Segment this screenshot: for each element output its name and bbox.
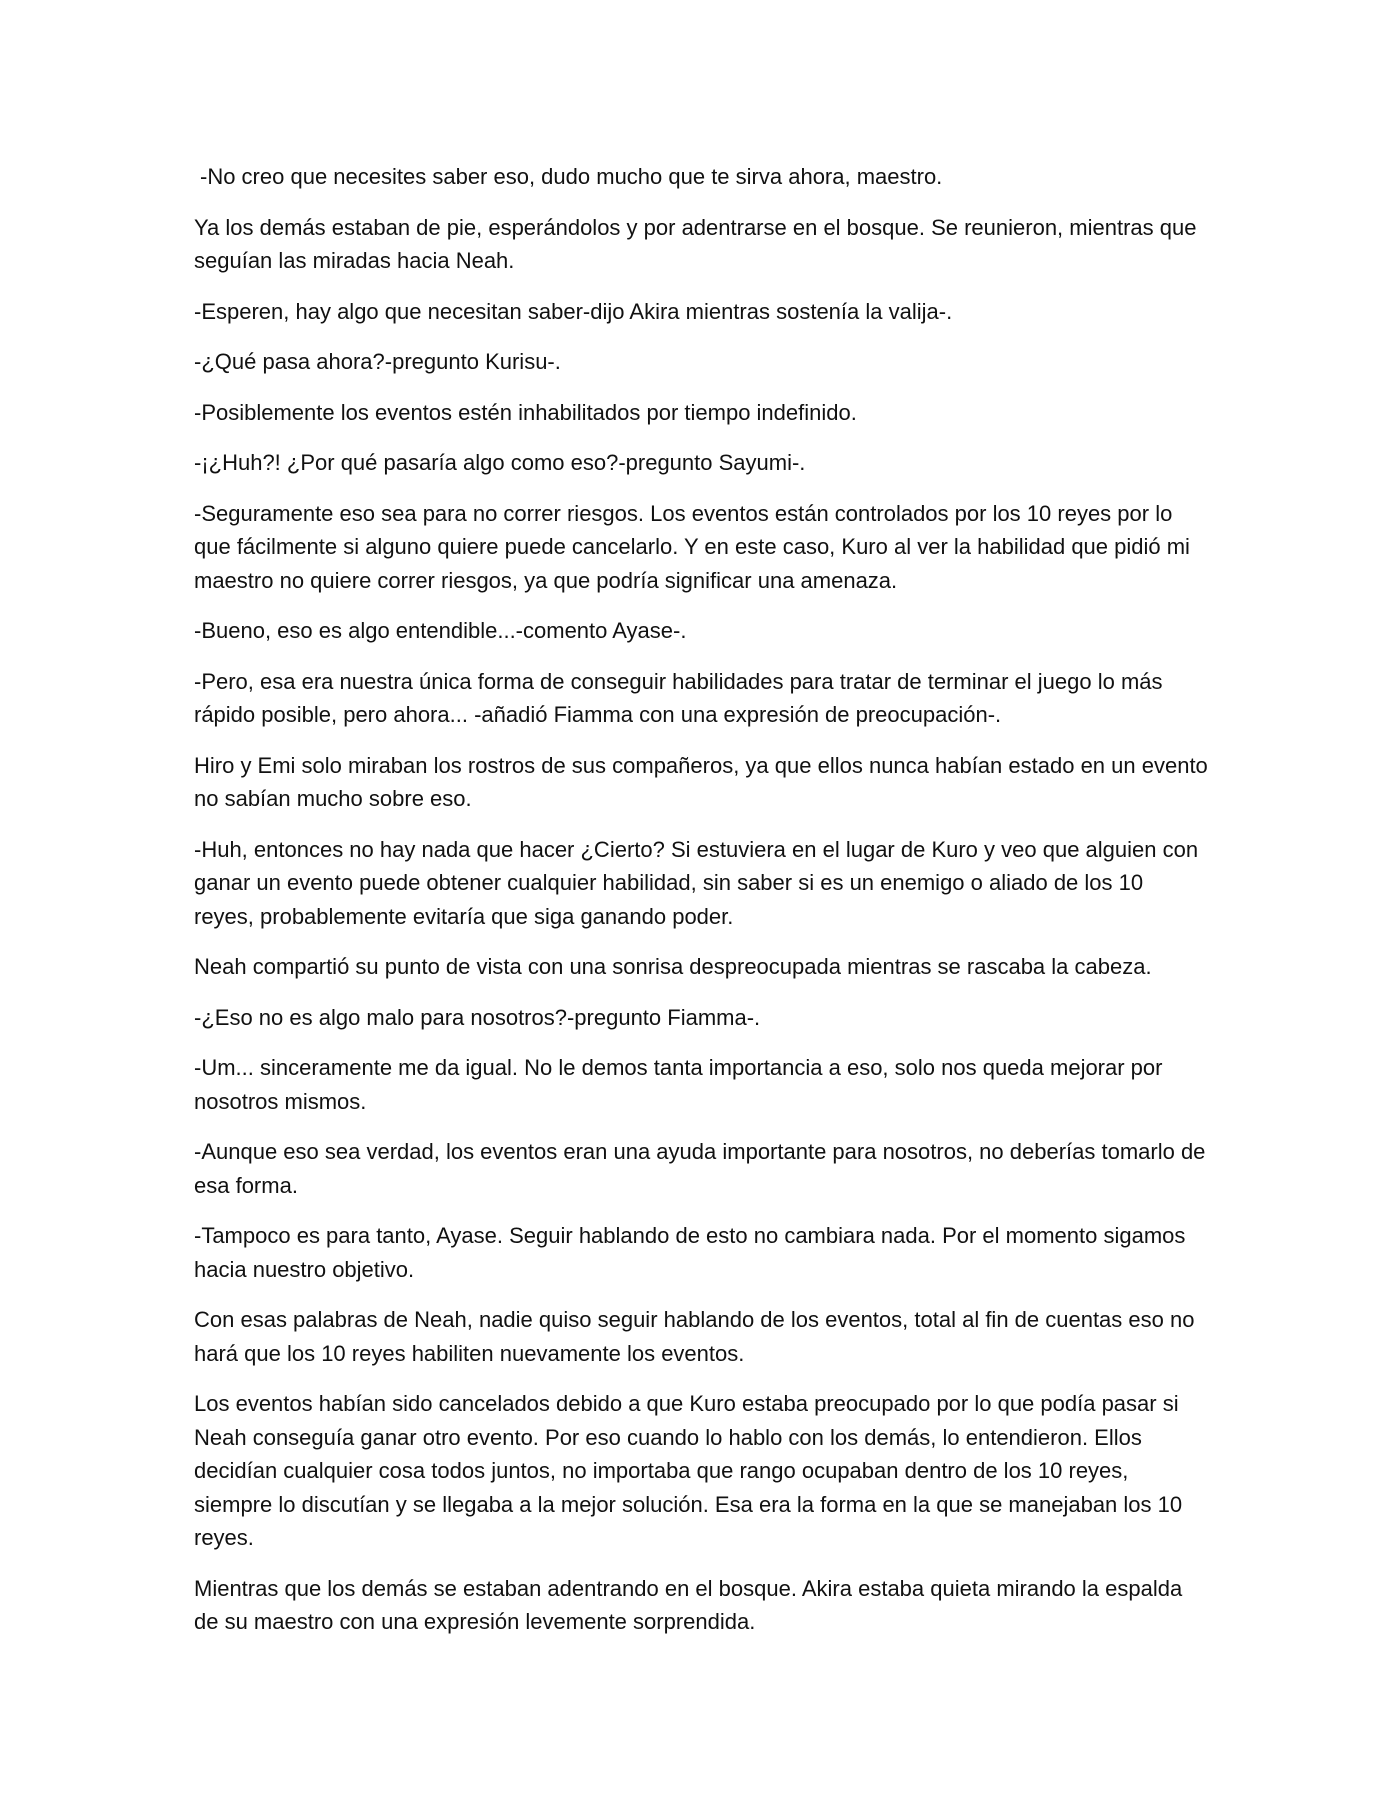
paragraph: -Seguramente eso sea para no correr riesgos. Los eventos están controlados por los 10 reyes por lo que fácilmente si alguno quiere puede cancelarlo. Y en este caso, Kuro al ver la habilidad que pidió mi maestro no quiere correr riesgos, ya que podría significar una amenaza.	[194, 500, 1190, 593]
paragraph: Ya los demás estaban de pie, esperándolos y por adentrarse en el bosque. Se reunieron, mientras que seguían las miradas hacia Neah.	[194, 214, 1197, 273]
paragraph: -Esperen, hay algo que necesitan saber-dijo Akira mientras sostenía la valija-.	[194, 298, 953, 324]
paragraph: -Posiblemente los eventos estén inhabilitados por tiempo indefinido.	[194, 399, 857, 425]
paragraph: -¿Qué pasa ahora?-pregunto Kurisu-.	[194, 349, 561, 374]
paragraph: -Tampoco es para tanto, Ayase. Seguir hablando de esto no cambiara nada. Por el momento sigamos hacia nuestro objetivo.	[194, 1223, 1186, 1282]
document-body	[194, 160, 1209, 1656]
paragraph: Neah compartió su punto de vista con una sonrisa despreocupada mientras se rascaba la cabeza.	[194, 954, 1152, 979]
paragraph: -Um... sinceramente me da igual. No le demos tanta importancia a eso, solo nos queda mejorar por nosotros mismos.	[194, 1055, 1163, 1114]
paragraph: -Bueno, eso es algo entendible...-comento Ayase-.	[194, 618, 687, 643]
paragraph: Con esas palabras de Neah, nadie quiso seguir hablando de los eventos, total al fin de cuentas eso no hará que los 10 reyes habiliten nuevamente los eventos.	[194, 1307, 1195, 1366]
paragraph: Los eventos habían sido cancelados debido a que Kuro estaba preocupado por lo que podía pasar si Neah conseguía ganar otro evento. Por eso cuando lo hablo con los demás, lo entendieron. Ellos decidían cualquier cosa todos juntos, no importaba que rango ocupaban dentro de los 10 reyes, siempre lo discutían y se llegaba a la mejor solución. Esa era la forma en la que se manejaban los 10 reyes.	[194, 1391, 1183, 1550]
paragraph: Hiro y Emi solo miraban los rostros de sus compañeros, ya que ellos nunca habían estado en un evento no sabían mucho sobre eso.	[194, 752, 1208, 811]
paragraph: -Aunque eso sea verdad, los eventos eran una ayuda importante para nosotros, no deberías tomarlo de esa forma.	[194, 1139, 1206, 1198]
paragraph: -Huh, entonces no hay nada que hacer ¿Cierto? Si estuviera en el lugar de Kuro y veo que alguien con ganar un evento puede obtener cualquier habilidad, sin saber si es un enemigo o aliado de los 10 reyes, probablemente evitaría que siga ganando poder.	[194, 836, 1199, 929]
paragraph: Mientras que los demás se estaban adentrando en el bosque. Akira estaba quieta mirando la espalda de su maestro con una expresión levemente sorprendida.	[194, 1575, 1183, 1634]
paragraph: -Pero, esa era nuestra única forma de conseguir habilidades para tratar de terminar el juego lo más rápido posible, pero ahora... -añadió Fiamma con una expresión de preocupación-.	[194, 668, 1163, 727]
paragraph: -¿Eso no es algo malo para nosotros?-pregunto Fiamma-.	[194, 1004, 761, 1030]
paragraph: -No creo que necesites saber eso, dudo mucho que te sirva ahora, maestro.	[200, 164, 943, 189]
paragraph: -¡¿Huh?! ¿Por qué pasaría algo como eso?-pregunto Sayumi-.	[194, 450, 806, 475]
